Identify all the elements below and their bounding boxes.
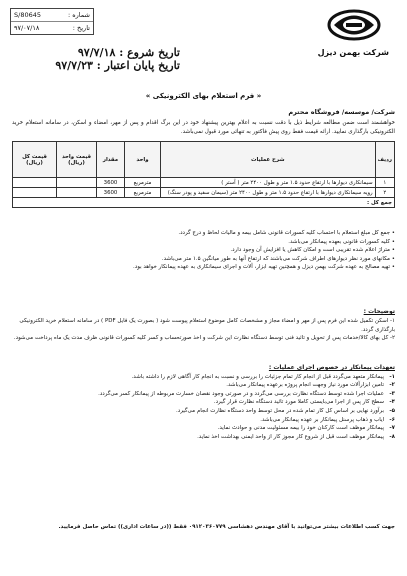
list-item xyxy=(12,407,395,416)
cell-qty: 3600 xyxy=(97,188,125,198)
cell-no: ۲ xyxy=(375,188,394,198)
col-unit: واحد xyxy=(125,142,161,178)
cell-unit: مترمربع xyxy=(125,178,161,188)
term-number: ۷- xyxy=(389,425,395,432)
table-header-row xyxy=(13,142,395,178)
term-number: ۱- xyxy=(389,373,395,380)
bahman-diesel-logo-icon xyxy=(327,8,381,42)
list-item xyxy=(12,424,395,433)
addressee: شرکت/ موسسه/ فروشگاه محترم xyxy=(288,108,395,116)
term-number: ۵- xyxy=(389,407,395,414)
note-item: • تهیه مصالح به عهده شرکت بهمن دیزل و همچنین تهیه ابزار، آلات و اجرای سیمانکاری به عهده پیمانکار خواهد بود. xyxy=(12,263,395,272)
cell-qty: 3600 xyxy=(97,178,125,188)
list-item xyxy=(12,390,395,399)
term-text: عملیات اجرا شده توسط دستگاه نظارت بررسی می‌گردد و در صورتی وجود نقصان خسارت مربوطه از پیمانکار کسر می‌گردد. xyxy=(98,390,384,397)
contact-footer: جهت کسب اطلاعات بیشتر می‌توانید با آقای مهندس دهشاسی ۰۹۱۲۰۳۶۰۷۷۹ فقط ((در ساعات اداری)) تماس حاصل فرمایید. xyxy=(58,524,395,530)
cell-desc: سیمانکاری دیوارها با ارتفاع حدود ۱.۵ متر و طول ۲۴۰۰ متر ( آستر ) xyxy=(161,178,376,188)
cell-unit: مترمربع xyxy=(125,188,161,198)
table-row xyxy=(13,178,395,188)
term-number: ۳- xyxy=(389,390,395,397)
cell-no: ۱ xyxy=(375,178,394,188)
ref-number-value: S/80645 xyxy=(14,11,41,19)
note-item: • مکانهای مورد نظر دیوارهای اطراف شرکت می‌باشند که ارتفاع آنها به طور میانگین ۱.۵ متر می‌باشد. xyxy=(12,255,395,264)
cell-total-price[interactable] xyxy=(13,178,57,188)
ref-date-value: ۹۷/۰۷/۱۸ xyxy=(14,24,40,32)
company-logo-block xyxy=(319,8,389,57)
col-qty: مقدار xyxy=(97,142,125,178)
cell-unit-price[interactable] xyxy=(57,188,97,198)
total-row xyxy=(13,198,395,208)
description-item: ۱- اسکن تکمیل شده این فرم پس از مهر و امضاء مجاز و مشخصات کامل موضوع استعلام پیوست شود ( بصورت یک فایل PDF ) در سامانه استعلام خرید الکترونیکی بارگذاری گردد. xyxy=(19,317,395,333)
descriptions-title: توضیحات : xyxy=(363,308,395,315)
term-text: تامین ابزارآلات مورد نیاز وجهت انجام پروژه برعهده پیمانکار می‌باشد. xyxy=(226,382,384,389)
terms-title: تعهدات پیمانکار در خصوص اجرای عملیات : xyxy=(268,364,395,371)
validity-dates xyxy=(10,46,180,72)
cell-desc: رویه سیمانکاری دیوارها با ارتفاع حدود ۱.۵ متر و طول ۲۴۰۰ متر (سیمان سفید و پودر سنگ) xyxy=(161,188,376,198)
term-text: پیمانکار موظف است قبل از شروع کار مجوز کار از واحد ایمنی بهداشت اخذ نماید. xyxy=(197,433,384,440)
list-item xyxy=(12,416,395,425)
list-item xyxy=(12,433,395,442)
list-item xyxy=(12,381,395,390)
contractor-terms-section xyxy=(12,364,395,441)
ref-number-label: شماره : xyxy=(68,11,90,19)
list-item xyxy=(12,398,395,407)
table-row xyxy=(13,188,395,198)
note-item: • جمع کل مبلغ استعلام با احتساب کلیه کسورات قانونی شامل بیمه و مالیات لحاظ و درج گردد. xyxy=(12,229,395,238)
intro-paragraph: خواهشمند است ضمن مطالعه شرایط ذیل با دقت نسبت به اعلام بهترین پیشنهاد خود در این برگ اقدام و پس از مهر، امضاء و اسکن، در سامانه استعلام خرید الکترونیکی بارگذاری نمایید. ارائه قیمت فقط روی پیش فاکتور به تنهائی مورد قبول نمی‌باشد. xyxy=(12,120,395,135)
form-title: « فرم استعلام بهای الکترونیکی » xyxy=(145,92,262,100)
end-date: تاریخ پایان اعتبار : ۹۷/۷/۲۳ xyxy=(55,59,180,72)
col-unit-price: قیمت واحد (ریال) xyxy=(57,142,97,178)
letter-header xyxy=(0,4,407,74)
cell-unit-price[interactable] xyxy=(57,178,97,188)
term-text: سطح کار پس از اجرا می‌بایستی کاملا مورد تائید دستگاه نظارت قرار گیرد. xyxy=(213,399,384,406)
company-name: شرکت بهمن دیزل xyxy=(317,48,389,57)
term-text: ایاب و ذهاب پرسنل پیمانکار بر عهده پیمانکار می‌باشد. xyxy=(260,416,384,423)
term-number: ۶- xyxy=(389,416,395,423)
list-item xyxy=(12,373,395,382)
col-desc: شرح عملیات xyxy=(161,142,376,178)
term-text: برآورد نهایی بر اساس کل کار تمام شده در محل توسط واحد دستگاه نظارت انجام می‌گیرد. xyxy=(176,407,384,414)
term-number: ۴- xyxy=(389,399,395,406)
notes-list xyxy=(12,229,395,272)
start-date: تاریخ شروع : ۹۷/۷/۱۸ xyxy=(77,46,180,59)
note-item: • متراژ اعلام شده تقریبی است و امکان کاهش یا افزایش آن وجود دارد. xyxy=(12,246,395,255)
reference-box xyxy=(10,8,94,35)
descriptions-section xyxy=(12,308,395,343)
description-item: ۲- کل بهای کالا/خدمات پس از تحویل و تائید فنی توسط دستگاه نظارت این شرکت و اخذ صورتحساب و کسر کلیه کسورات قانونی ظرف مدت یک ماه پرداخت می‌شود. xyxy=(13,335,395,342)
col-total-price: قیمت کل (ریال) xyxy=(13,142,57,178)
term-text: پیمانکار متعهد می‌گردد قبل از انجام کار تمام جزئیات را بررسی و نسبت به انجام کار آگاهی لازم را داشته باشد. xyxy=(131,373,384,380)
col-row: ردیف xyxy=(375,142,394,178)
term-number: ۲- xyxy=(389,382,395,389)
term-text: پیمانکار موظف است کارکنان خود را بیمه مسئولیت مدنی و حوادث نماید. xyxy=(217,425,384,432)
items-table xyxy=(12,141,395,208)
note-item: • کلیه کسورات قانونی بعهده پیمانکار می‌باشد. xyxy=(12,238,395,247)
terms-list xyxy=(12,373,395,442)
total-label: جمع کل : xyxy=(13,198,395,208)
cell-total-price[interactable] xyxy=(13,188,57,198)
term-number: ۸- xyxy=(389,433,395,440)
ref-date-label: تاریخ : xyxy=(72,24,90,32)
